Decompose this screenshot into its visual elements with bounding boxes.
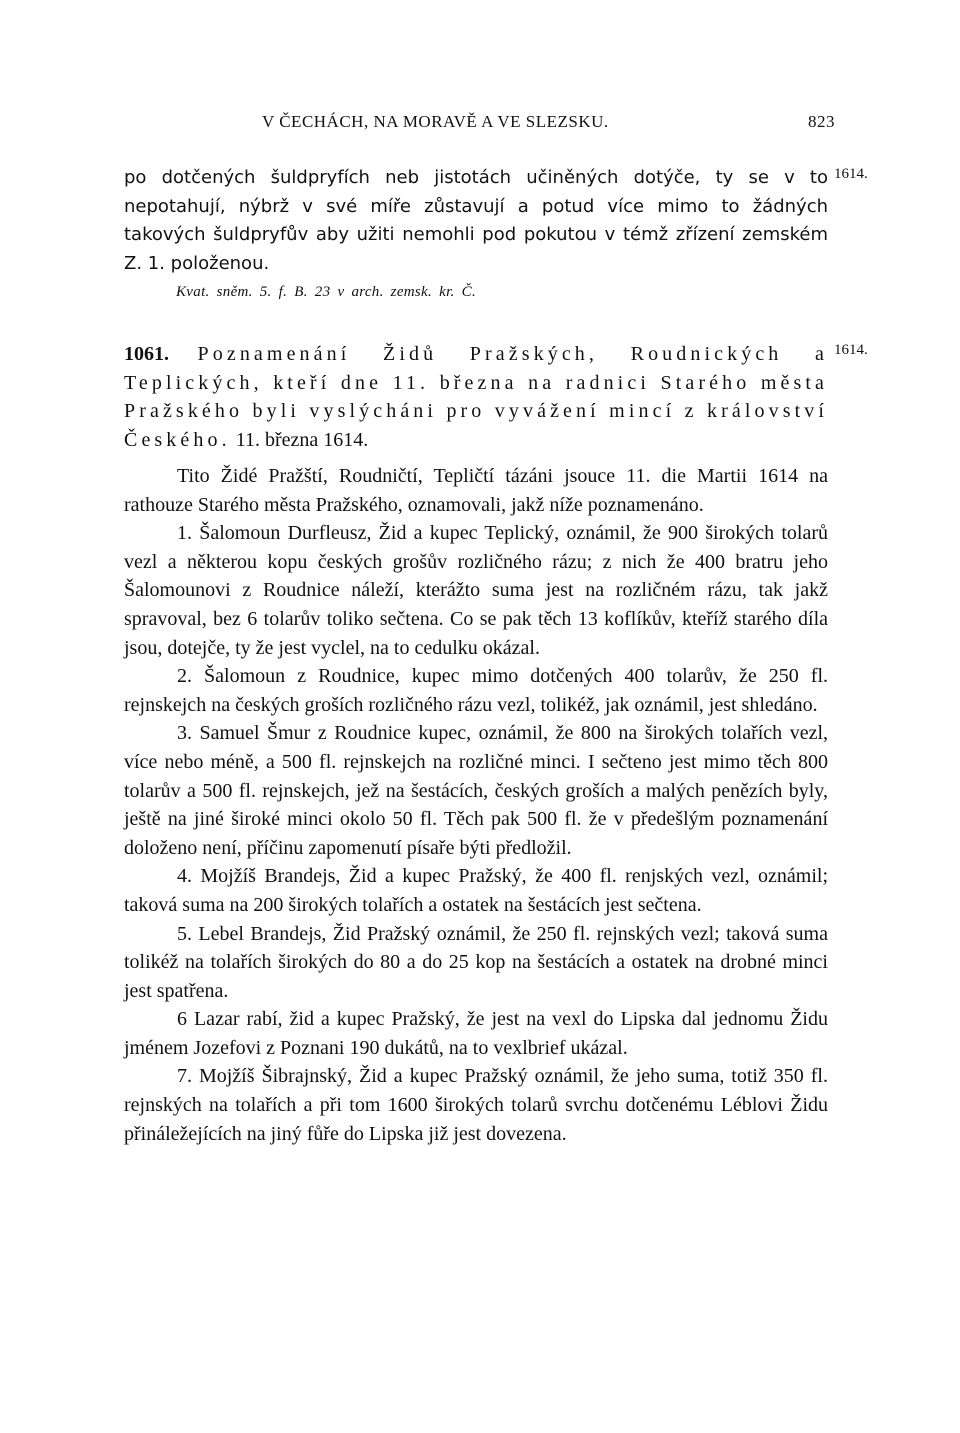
document-date: 11. března 1614.: [235, 428, 369, 451]
paragraph-item-7: 7. Mojžíš Šibrajnský, Žid a kupec Pražský oznámil, že jeho suma, totiž 350 fl. rejnských na tolařích a při tom 1600 širokých tolarů svrchu dotčenému Léblovi Židu přináležejících na jiný fůře do Lipska již jest dovezena.: [124, 1065, 828, 1145]
document-body: [124, 462, 828, 1148]
paragraph-item-3: 3. Samuel Šmur z Roudnice kupec, oznámil, že 800 na širokých tolařích vezl, více nebo méně, a 500 fl. rejnskejch na rozličné minci. I sečteno jest mimo těch 800 tolarův a 500 fl. rejnskejch, jež na šestácích, českých groších a malých penězích byly, ještě na jiné široké minci okolo 50 fl. Těch pak 500 fl. že v předešlým poznamenání doloženo není, příčinu zapomenutí písaře býti předložil.: [124, 722, 828, 859]
paragraph-item-6: 6 Lazar rabí, žid a kupec Pražský, že jest na vexl do Lipska dal jednomu Židu jménem Jozefovi z Poznani 190 dukátů, na to vexlbrief ukázal.: [124, 1008, 828, 1059]
paragraph-item-5: 5. Lebel Brandejs, Žid Pražský oznámil, že 250 fl. rejnských vezl; taková suma tolikéž na tolařích širokých do 80 a do 25 kop na šestácích a ostatek na drobné minci jest spatřena.: [124, 922, 828, 1002]
running-title: V ČECHÁCH, NA MORAVĚ A VE SLEZSKU.: [262, 112, 609, 131]
margin-year: 1614.: [834, 342, 868, 358]
paragraph-intro: Tito Židé Pražští, Roudničtí, Tepličtí tázáni jsouce 11. die Martii 1614 na rathouze Starého města Pražského, oznamovali, jakž níže poznamenáno.: [124, 465, 828, 516]
document-number: 1061.: [124, 343, 169, 365]
page-header: [0, 112, 960, 136]
paragraph-item-1: 1. Šalomoun Durfleusz, Žid a kupec Teplický, oznámil, že 900 širokých tolarů vezl a některou kopu českých grošův rozličného rázu; z nich že 400 bratru jeho Šalomounovi z Roudnice náleží, kterážto suma jest na rozličném rázu, tak jakž spravoval, bez 6 tolarův toliko sečtena. Co se pak těch 13 koflíkův, kteříž starého díla jsou, dotejče, ty že jest vyclel, na to cedulku okázal.: [124, 522, 828, 659]
archival-citation: Kvat. sněm. 5. f. B. 23 v arch. zemsk. kr. Č.: [176, 284, 476, 300]
paragraph-item-4: 4. Mojžíš Brandejs, Žid a kupec Pražský, že 400 fl. renjských vezl, oznámil; taková suma na 200 širokých tolařích a ostatek na šestácích jest sečtena.: [124, 865, 828, 916]
document-title: Poznamenání Židů Pražských, Roudnických a Teplických, kteří dne 11. března na radnici Starého města Pražského byli vyslýcháni pro vyvážení mincí z království Českého.: [124, 343, 828, 451]
margin-year: 1614.: [834, 166, 868, 182]
document-heading: [124, 340, 828, 454]
paragraph-item-2: 2. Šalomoun z Roudnice, kupec mimo dotčených 400 tolarův, že 250 fl. rejnskejch na českých groších rozličného rázu vezl, tolikéž, jak oznámil, jest shledáno.: [124, 665, 828, 716]
page-number: 823: [808, 112, 835, 131]
opening-paragraph: po dotčených šuldpryfích neb jistotách učiněných dotýče, ty se v to nepotahují, nýbrž v své míře zůstavují a potud více mimo to žádných takových šuldpryfův aby užiti nemohli pod pokutou v témž zřízení zemském Z. 1. položenou.: [124, 167, 828, 274]
